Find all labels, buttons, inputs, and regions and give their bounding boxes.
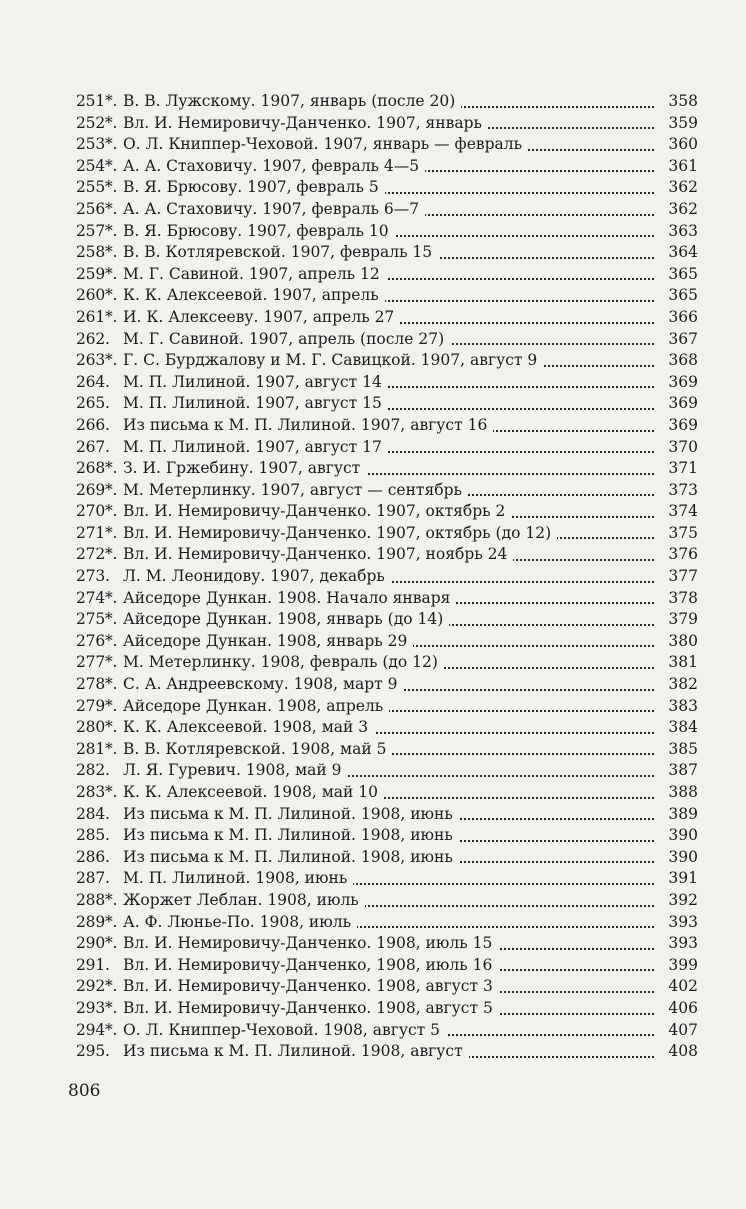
entry-number: 266. — [76, 415, 110, 434]
entry-number: 275*. — [76, 610, 118, 629]
entry-title-cell — [123, 976, 654, 998]
entry-page: 406 — [668, 998, 698, 1017]
entry-page: 381 — [668, 653, 698, 672]
toc-entry — [76, 739, 698, 761]
entry-page: 388 — [668, 783, 698, 801]
entry-page: 399 — [668, 955, 698, 974]
entry-title: Айседоре Дункан. 1908, апрель — [123, 697, 389, 715]
entry-number: 257*. — [76, 221, 118, 240]
table-of-contents — [76, 91, 698, 1063]
entry-title-cell — [123, 113, 654, 135]
entry-title: Жоржет Леблан. 1908, июль — [123, 891, 365, 909]
entry-page: 375 — [668, 523, 698, 542]
entry-title-cell — [123, 825, 654, 847]
entry-title: М. Г. Савиной. 1907, апрель (после 27) — [123, 330, 450, 348]
entry-number: 284. — [76, 804, 110, 823]
entry-page: 362 — [668, 178, 698, 197]
entry-page: 402 — [668, 977, 698, 996]
entry-title-cell — [123, 566, 654, 588]
toc-entry — [76, 631, 698, 653]
entry-number: 286. — [76, 847, 110, 866]
entry-number: 274*. — [76, 588, 118, 607]
entry-title: А. А. Стаховичу. 1907, февраль 6—7 — [123, 200, 425, 218]
toc-entry — [76, 890, 698, 912]
entry-number: 289*. — [76, 912, 118, 931]
entry-number: 258*. — [76, 243, 118, 262]
entry-number: 281*. — [76, 739, 118, 758]
entry-number: 271*. — [76, 523, 118, 542]
entry-page: 364 — [668, 243, 698, 262]
toc-entry — [76, 933, 698, 955]
entry-title-cell — [123, 674, 654, 696]
entry-title: А. Ф. Люнье-По. 1908, июль — [123, 913, 357, 931]
entry-page: 365 — [668, 264, 698, 283]
entry-number: 253*. — [76, 135, 118, 154]
entry-title-cell — [123, 199, 654, 221]
entry-page: 407 — [668, 1020, 698, 1039]
entry-title-cell — [123, 285, 654, 307]
entry-title: В. Я. Брюсову. 1907, февраль 10 — [123, 222, 395, 240]
entry-number: 293*. — [76, 998, 118, 1017]
entry-title: С. А. Андреевскому. 1908, март 9 — [123, 675, 404, 693]
entry-page: 369 — [668, 415, 698, 434]
entry-title: В. В. Лужскому. 1907, январь (после 20) — [123, 92, 461, 110]
entry-number: 283*. — [76, 783, 118, 801]
entry-title-cell — [123, 134, 654, 156]
entry-title: Айседоре Дункан. 1908, январь 29 — [123, 632, 413, 650]
toc-entry — [76, 955, 698, 977]
entry-page: 384 — [668, 718, 698, 737]
entry-title-cell — [123, 372, 654, 394]
entry-title-cell — [123, 739, 654, 761]
entry-page: 361 — [668, 156, 698, 175]
entry-number: 262. — [76, 329, 110, 348]
entry-title: В. В. Котляревской. 1907, февраль 15 — [123, 243, 438, 261]
entry-page: 371 — [668, 459, 698, 478]
entry-page: 387 — [668, 761, 698, 780]
entry-number: 285. — [76, 826, 110, 845]
entry-number: 255*. — [76, 178, 118, 197]
toc-entry — [76, 221, 698, 243]
entry-title: И. К. Алексееву. 1907, апрель 27 — [123, 308, 400, 326]
toc-entry — [76, 976, 698, 998]
entry-title-cell — [123, 717, 654, 739]
entry-number: 260*. — [76, 286, 118, 305]
toc-entry — [76, 847, 698, 869]
entry-number: 263*. — [76, 351, 118, 370]
entry-page: 365 — [668, 286, 698, 305]
entry-number: 269*. — [76, 480, 118, 499]
entry-title: Айседоре Дункан. 1908. Начало января — [123, 589, 456, 607]
entry-page: 363 — [668, 221, 698, 240]
entry-title-cell — [123, 955, 654, 977]
entry-title-cell — [123, 91, 654, 113]
entry-number: 290*. — [76, 934, 118, 953]
entry-number: 279*. — [76, 696, 118, 715]
entry-number: 294*. — [76, 1020, 118, 1039]
toc-entry — [76, 804, 698, 826]
entry-title: А. А. Стаховичу. 1907, февраль 4—5 — [123, 157, 425, 175]
entry-title-cell — [123, 242, 654, 264]
toc-entry — [76, 523, 698, 545]
entry-number: 256*. — [76, 199, 118, 218]
entry-number: 268*. — [76, 459, 118, 478]
toc-entry — [76, 91, 698, 113]
entry-page: 380 — [668, 631, 698, 650]
entry-title-cell — [123, 221, 654, 243]
entry-page: 367 — [668, 329, 698, 348]
entry-page: 358 — [668, 92, 698, 110]
toc-entry — [76, 566, 698, 588]
entry-title: Вл. И. Немировичу-Данченко. 1908, август 3 — [123, 977, 499, 995]
entry-number: 254*. — [76, 156, 118, 175]
toc-entry — [76, 134, 698, 156]
entry-title: Из письма к М. П. Лилиной. 1908, июнь — [123, 848, 459, 866]
entry-page: 377 — [668, 567, 698, 586]
entry-number: 265. — [76, 394, 110, 413]
entry-page: 391 — [668, 869, 698, 888]
entry-title: Вл. И. Немировичу-Данченко. 1907, октябрь (до 12) — [123, 524, 557, 542]
entry-number: 288*. — [76, 890, 118, 909]
entry-page: 393 — [668, 934, 698, 953]
entry-title: Из письма к М. П. Лилиной. 1908, июнь — [123, 805, 459, 823]
entry-title-cell — [123, 156, 654, 178]
entry-title-cell — [123, 415, 654, 437]
toc-entry — [76, 285, 698, 307]
entry-title-cell — [123, 890, 654, 912]
entry-page: 393 — [668, 912, 698, 931]
entry-title-cell — [123, 437, 654, 459]
entry-number: 252*. — [76, 113, 118, 132]
entry-title: К. К. Алексеевой. 1907, апрель — [123, 286, 385, 304]
entry-page: 360 — [668, 135, 698, 154]
entry-title-cell — [123, 329, 654, 351]
toc-entry — [76, 868, 698, 890]
entry-title-cell — [123, 760, 654, 782]
entry-title: Вл. И. Немировичу-Данченко, 1908, июль 16 — [123, 956, 498, 974]
entry-title-cell — [123, 696, 654, 718]
toc-entry — [76, 113, 698, 135]
toc-entry — [76, 760, 698, 782]
toc-entry — [76, 782, 698, 804]
toc-entry — [76, 156, 698, 178]
entry-title: Г. С. Бурджалову и М. Г. Савицкой. 1907, август 9 — [123, 351, 543, 369]
entry-title-cell — [123, 912, 654, 934]
toc-entry — [76, 177, 698, 199]
entry-title: З. И. Гржебину. 1907, август — [123, 459, 366, 477]
entry-page: 370 — [668, 437, 698, 456]
toc-entry — [76, 415, 698, 437]
entry-number: 270*. — [76, 502, 118, 521]
entry-title: В. В. Котляревской. 1908, май 5 — [123, 740, 392, 758]
entry-number: 287. — [76, 869, 110, 888]
entry-title: Л. Я. Гуревич. 1908, май 9 — [123, 761, 348, 779]
toc-entry — [76, 696, 698, 718]
entry-number: 292*. — [76, 977, 118, 996]
toc-entry — [76, 674, 698, 696]
entry-number: 276*. — [76, 631, 118, 650]
entry-page: 359 — [668, 113, 698, 132]
toc-entry — [76, 307, 698, 329]
entry-page: 383 — [668, 696, 698, 715]
entry-number: 259*. — [76, 264, 118, 283]
entry-title-cell — [123, 609, 654, 631]
entry-title: Л. М. Леонидову. 1907, декабрь — [123, 567, 391, 585]
entry-number: 295. — [76, 1042, 110, 1061]
entry-title-cell — [123, 480, 654, 502]
entry-title-cell — [123, 523, 654, 545]
entry-number: 251*. — [76, 92, 118, 110]
entry-page: 369 — [668, 394, 698, 413]
entry-number: 273. — [76, 567, 110, 586]
entry-page: 373 — [668, 480, 698, 499]
entry-title-cell — [123, 458, 654, 480]
entry-title-cell — [123, 307, 654, 329]
entry-page: 362 — [668, 199, 698, 218]
entry-title: М. П. Лилиной. 1907, август 15 — [123, 394, 388, 412]
entry-title-cell — [123, 1020, 654, 1042]
entry-page: 389 — [668, 804, 698, 823]
entry-number: 277*. — [76, 653, 118, 672]
entry-title-cell — [123, 804, 654, 826]
entry-title-cell — [123, 501, 654, 523]
entry-title: Вл. И. Немировичу-Данченко. 1908, июль 15 — [123, 934, 498, 952]
toc-entry — [76, 372, 698, 394]
page-number: 806 — [68, 1081, 101, 1101]
entry-page: 385 — [668, 739, 698, 758]
toc-entry — [76, 329, 698, 351]
entry-page: 390 — [668, 826, 698, 845]
entry-title-cell — [123, 264, 654, 286]
toc-entry — [76, 350, 698, 372]
entry-number: 267. — [76, 437, 110, 456]
entry-title: Вл. И. Немировичу-Данченко. 1907, ноябрь 24 — [123, 545, 513, 563]
entry-title-cell — [123, 588, 654, 610]
entry-title: Из письма к М. П. Лилиной. 1908, август — [123, 1042, 469, 1060]
toc-entry — [76, 480, 698, 502]
toc-entry — [76, 242, 698, 264]
entry-title: Вл. И. Немировичу-Данченко. 1907, октябрь 2 — [123, 502, 511, 520]
entry-title: Вл. И. Немировичу-Данченко. 1907, январь — [123, 114, 488, 132]
entry-number: 264. — [76, 372, 110, 391]
entry-title: М. П. Лилиной. 1907, август 14 — [123, 373, 388, 391]
entry-page: 374 — [668, 502, 698, 521]
entry-number: 278*. — [76, 675, 118, 694]
toc-entry — [76, 264, 698, 286]
toc-entry — [76, 1041, 698, 1063]
entry-page: 369 — [668, 372, 698, 391]
toc-entry — [76, 912, 698, 934]
entry-title-cell — [123, 393, 654, 415]
toc-entry — [76, 501, 698, 523]
entry-title-cell — [123, 1041, 654, 1063]
toc-entry — [76, 825, 698, 847]
entry-number: 261*. — [76, 307, 118, 326]
toc-entry — [76, 1020, 698, 1042]
entry-title-cell — [123, 350, 654, 372]
toc-entry — [76, 998, 698, 1020]
entry-title: М. Метерлинку. 1907, август — сентябрь — [123, 481, 468, 499]
entry-title: М. Метерлинку. 1908, февраль (до 12) — [123, 653, 444, 671]
entry-number: 291. — [76, 955, 110, 974]
entry-title-cell — [123, 544, 654, 566]
entry-page: 376 — [668, 545, 698, 564]
entry-title-cell — [123, 652, 654, 674]
toc-entry — [76, 544, 698, 566]
toc-entry — [76, 393, 698, 415]
entry-page: 368 — [668, 351, 698, 370]
entry-title: Из письма к М. П. Лилиной. 1908, июнь — [123, 826, 459, 844]
toc-entry — [76, 717, 698, 739]
toc-entry — [76, 199, 698, 221]
entry-title: К. К. Алексеевой. 1908, май 10 — [123, 783, 384, 801]
entry-title-cell — [123, 933, 654, 955]
entry-title: О. Л. Книппер-Чеховой. 1908, август 5 — [123, 1021, 446, 1039]
entry-title: В. Я. Брюсову. 1907, февраль 5 — [123, 178, 385, 196]
entry-title-cell — [123, 631, 654, 653]
entry-title-cell — [123, 177, 654, 199]
entry-title: О. Л. Книппер-Чеховой. 1907, январь — февраль — [123, 135, 528, 153]
entry-page: 392 — [668, 890, 698, 909]
entry-title: Айседоре Дункан. 1908, январь (до 14) — [123, 610, 449, 628]
entry-title-cell — [123, 868, 654, 890]
entry-page: 382 — [668, 675, 698, 694]
entry-title-cell — [123, 847, 654, 869]
toc-entry — [76, 458, 698, 480]
entry-page: 378 — [668, 588, 698, 607]
entry-title: М. П. Лилиной. 1907, август 17 — [123, 438, 388, 456]
entry-number: 280*. — [76, 718, 118, 737]
entry-title-cell — [123, 782, 654, 804]
entry-title: М. Г. Савиной. 1907, апрель 12 — [123, 265, 386, 283]
entry-title: Вл. И. Немировичу-Данченко. 1908, август 5 — [123, 999, 499, 1017]
entry-title: К. К. Алексеевой. 1908, май 3 — [123, 718, 374, 736]
toc-entry — [76, 609, 698, 631]
toc-entry — [76, 437, 698, 459]
entry-page: 408 — [668, 1042, 698, 1061]
toc-entry — [76, 588, 698, 610]
entry-title: М. П. Лилиной. 1908, июнь — [123, 869, 353, 887]
entry-number: 272*. — [76, 545, 118, 564]
entry-page: 390 — [668, 847, 698, 866]
toc-entry — [76, 652, 698, 674]
entry-title: Из письма к М. П. Лилиной. 1907, август 16 — [123, 416, 493, 434]
entry-page: 366 — [668, 307, 698, 326]
entry-number: 282. — [76, 761, 110, 780]
entry-title-cell — [123, 998, 654, 1020]
entry-page: 379 — [668, 610, 698, 629]
